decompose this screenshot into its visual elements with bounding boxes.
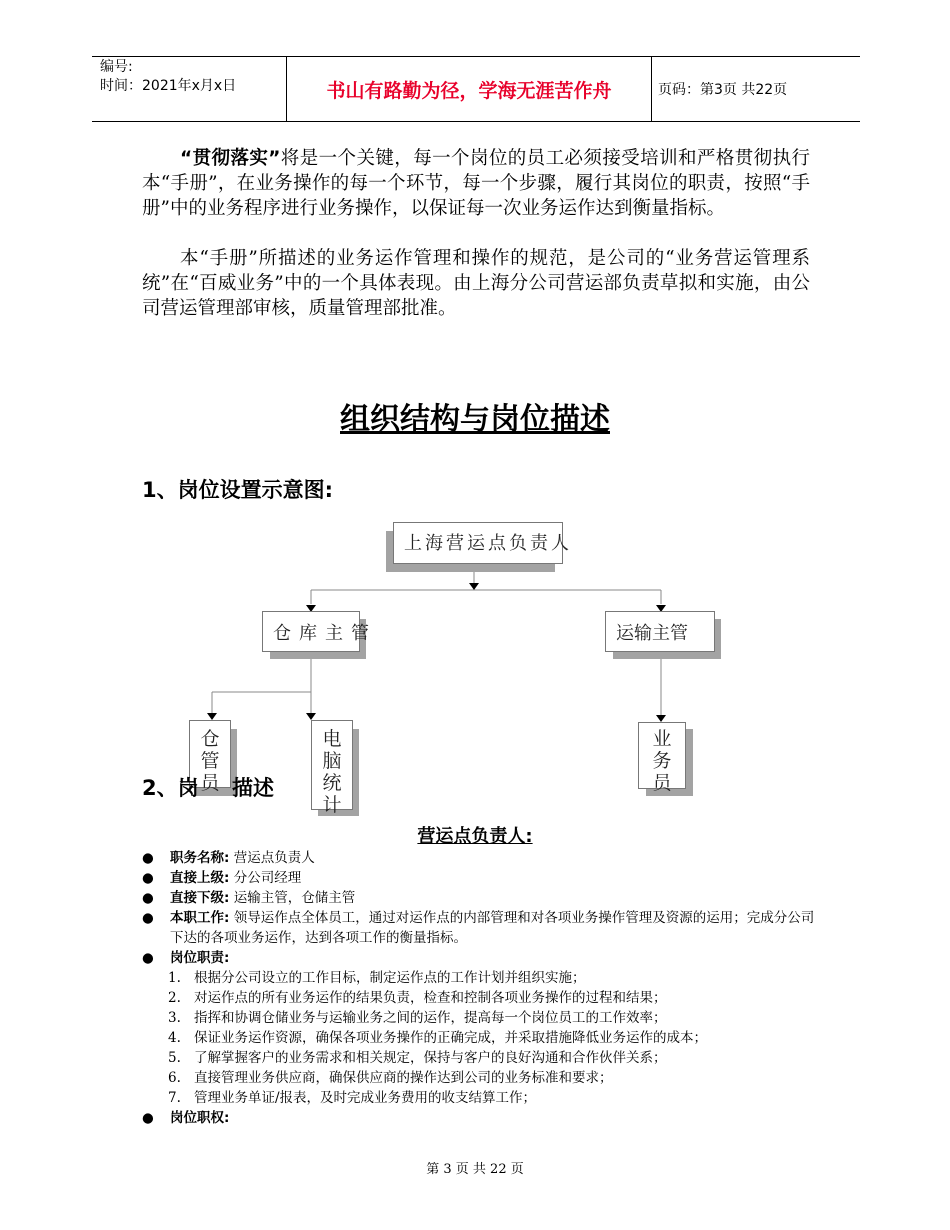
header-page-info: 页码：第3页 共22页 (658, 82, 788, 98)
field-value: 分公司经理 (233, 870, 302, 886)
duty-item: 1. 根据分公司设立的工作目标，制定运作点的工作计划并组织实施； (168, 970, 586, 986)
field-value: 领导运作点全体员工，通过对运作点的内部管理和对各项业务操作管理及资源的运用；完成分公司下达的各项业务运作，达到各项工作的衡量指标。 (170, 910, 815, 946)
duties-header: ● 岗位职责: (142, 950, 230, 966)
duty-item: 6. 直接管理业务供应商，确保供应商的操作达到公司的业务标准和要求； (168, 1070, 613, 1086)
field-label: 本职工作: (170, 910, 230, 926)
intro-bold-phrase: “贯彻落实” (180, 148, 281, 169)
field-value: 营运点负责人 (233, 850, 315, 866)
section-title: 组织结构与岗位描述 (340, 402, 610, 437)
duty-item: 2. 对运作点的所有业务运作的结果负责，检查和控制各项业务操作的过程和结果； (168, 990, 667, 1006)
field-label: 直接上级: (170, 870, 230, 886)
field-main-work: ● 本职工作: 领导运作点全体员工，通过对运作点的内部管理和对各项业务操作管理及资源的运用；完成分公司下达的各项业务运作，达到各项工作的衡量指标。 (142, 910, 815, 946)
org-node-transport-supervisor (605, 611, 715, 652)
header-motto: 书山有路勤为径，学海无涯苦作舟 (326, 80, 612, 102)
field-value: 运输主管，仓储主管 (233, 890, 356, 906)
org-node-transport-supervisor-label: 运输主管 (616, 623, 688, 644)
org-node-salesman-label: 业务员 (652, 728, 672, 794)
field-label: 直接下级: (170, 890, 230, 906)
authority-label: 岗位职权: (170, 1110, 230, 1126)
duty-item: 4. 保证业务运作资源，确保各项业务操作的正确完成，并采取措施降低业务运作的成本； (168, 1030, 707, 1046)
role-title: 营运点负责人: (417, 826, 533, 847)
heading-job-description-b: 描述 (232, 776, 274, 800)
org-node-computer-stats-label: 电脑统计 (322, 728, 342, 816)
field-direct-superior: ● 直接上级: 分公司经理 (142, 870, 302, 886)
org-node-warehouse-supervisor-label: 仓库主管 (273, 623, 377, 644)
duty-item: 7. 管理业务单证/报表，及时完成业务费用的收支结算工作； (168, 1090, 537, 1106)
org-node-top (393, 522, 572, 564)
number-label: 编号: (100, 59, 133, 75)
duty-item: 5. 了解掌握客户的业务需求和相关规定，保持与客户的良好沟通和合作伙伴关系； (168, 1050, 667, 1066)
role-fields-list (142, 848, 822, 1128)
field-job-title: ● 职务名称: 营运点负责人 (142, 850, 315, 866)
authority-header: ● 岗位职权: (142, 1110, 230, 1126)
org-node-salesman (638, 722, 686, 794)
field-label: 职务名称: (170, 850, 230, 866)
intro-paragraph-2: 本“手册”所描述的业务运作管理和操作的规范，是公司的“业务营运管理系统”在“百威业务”中的一个具体表现。由上海分公司营运部负责草拟和实施，由公司营运管理部审核，质量管理部批准。 (142, 248, 810, 319)
duty-item: 3. 指挥和协调仓储业务与运输业务之间的运作，提高每一个岗位员工的工作效率； (168, 1010, 667, 1026)
duties-label: 岗位职责: (170, 950, 230, 966)
heading-org-chart: 1、岗位设置示意图: (142, 478, 334, 502)
page-footer: 第 3 页 共 22 页 (426, 1162, 524, 1177)
time-label: 时间：2021年x月x日 (100, 78, 237, 94)
org-node-computer-stats (311, 720, 353, 816)
org-node-top-label: 上海营运点负责人 (404, 533, 572, 554)
org-node-warehouse-supervisor (262, 611, 377, 652)
intro-paragraph-1-text: 将是一个关键，每一个岗位的员工必须接受培训和严格贯彻执行本“手册”，在业务操作的每一个环节，每一个步骤，履行其岗位的职责，按照“手册”中的业务程序进行业务操作，以保证每一次业务运作达到衡量指标。 (142, 148, 810, 219)
heading-job-description-a: 2、岗 (142, 776, 199, 800)
field-direct-subordinate: ● 直接下级: 运输主管，仓储主管 (142, 890, 356, 906)
org-node-warehouse-clerk-label: 仓管员 (200, 728, 220, 794)
